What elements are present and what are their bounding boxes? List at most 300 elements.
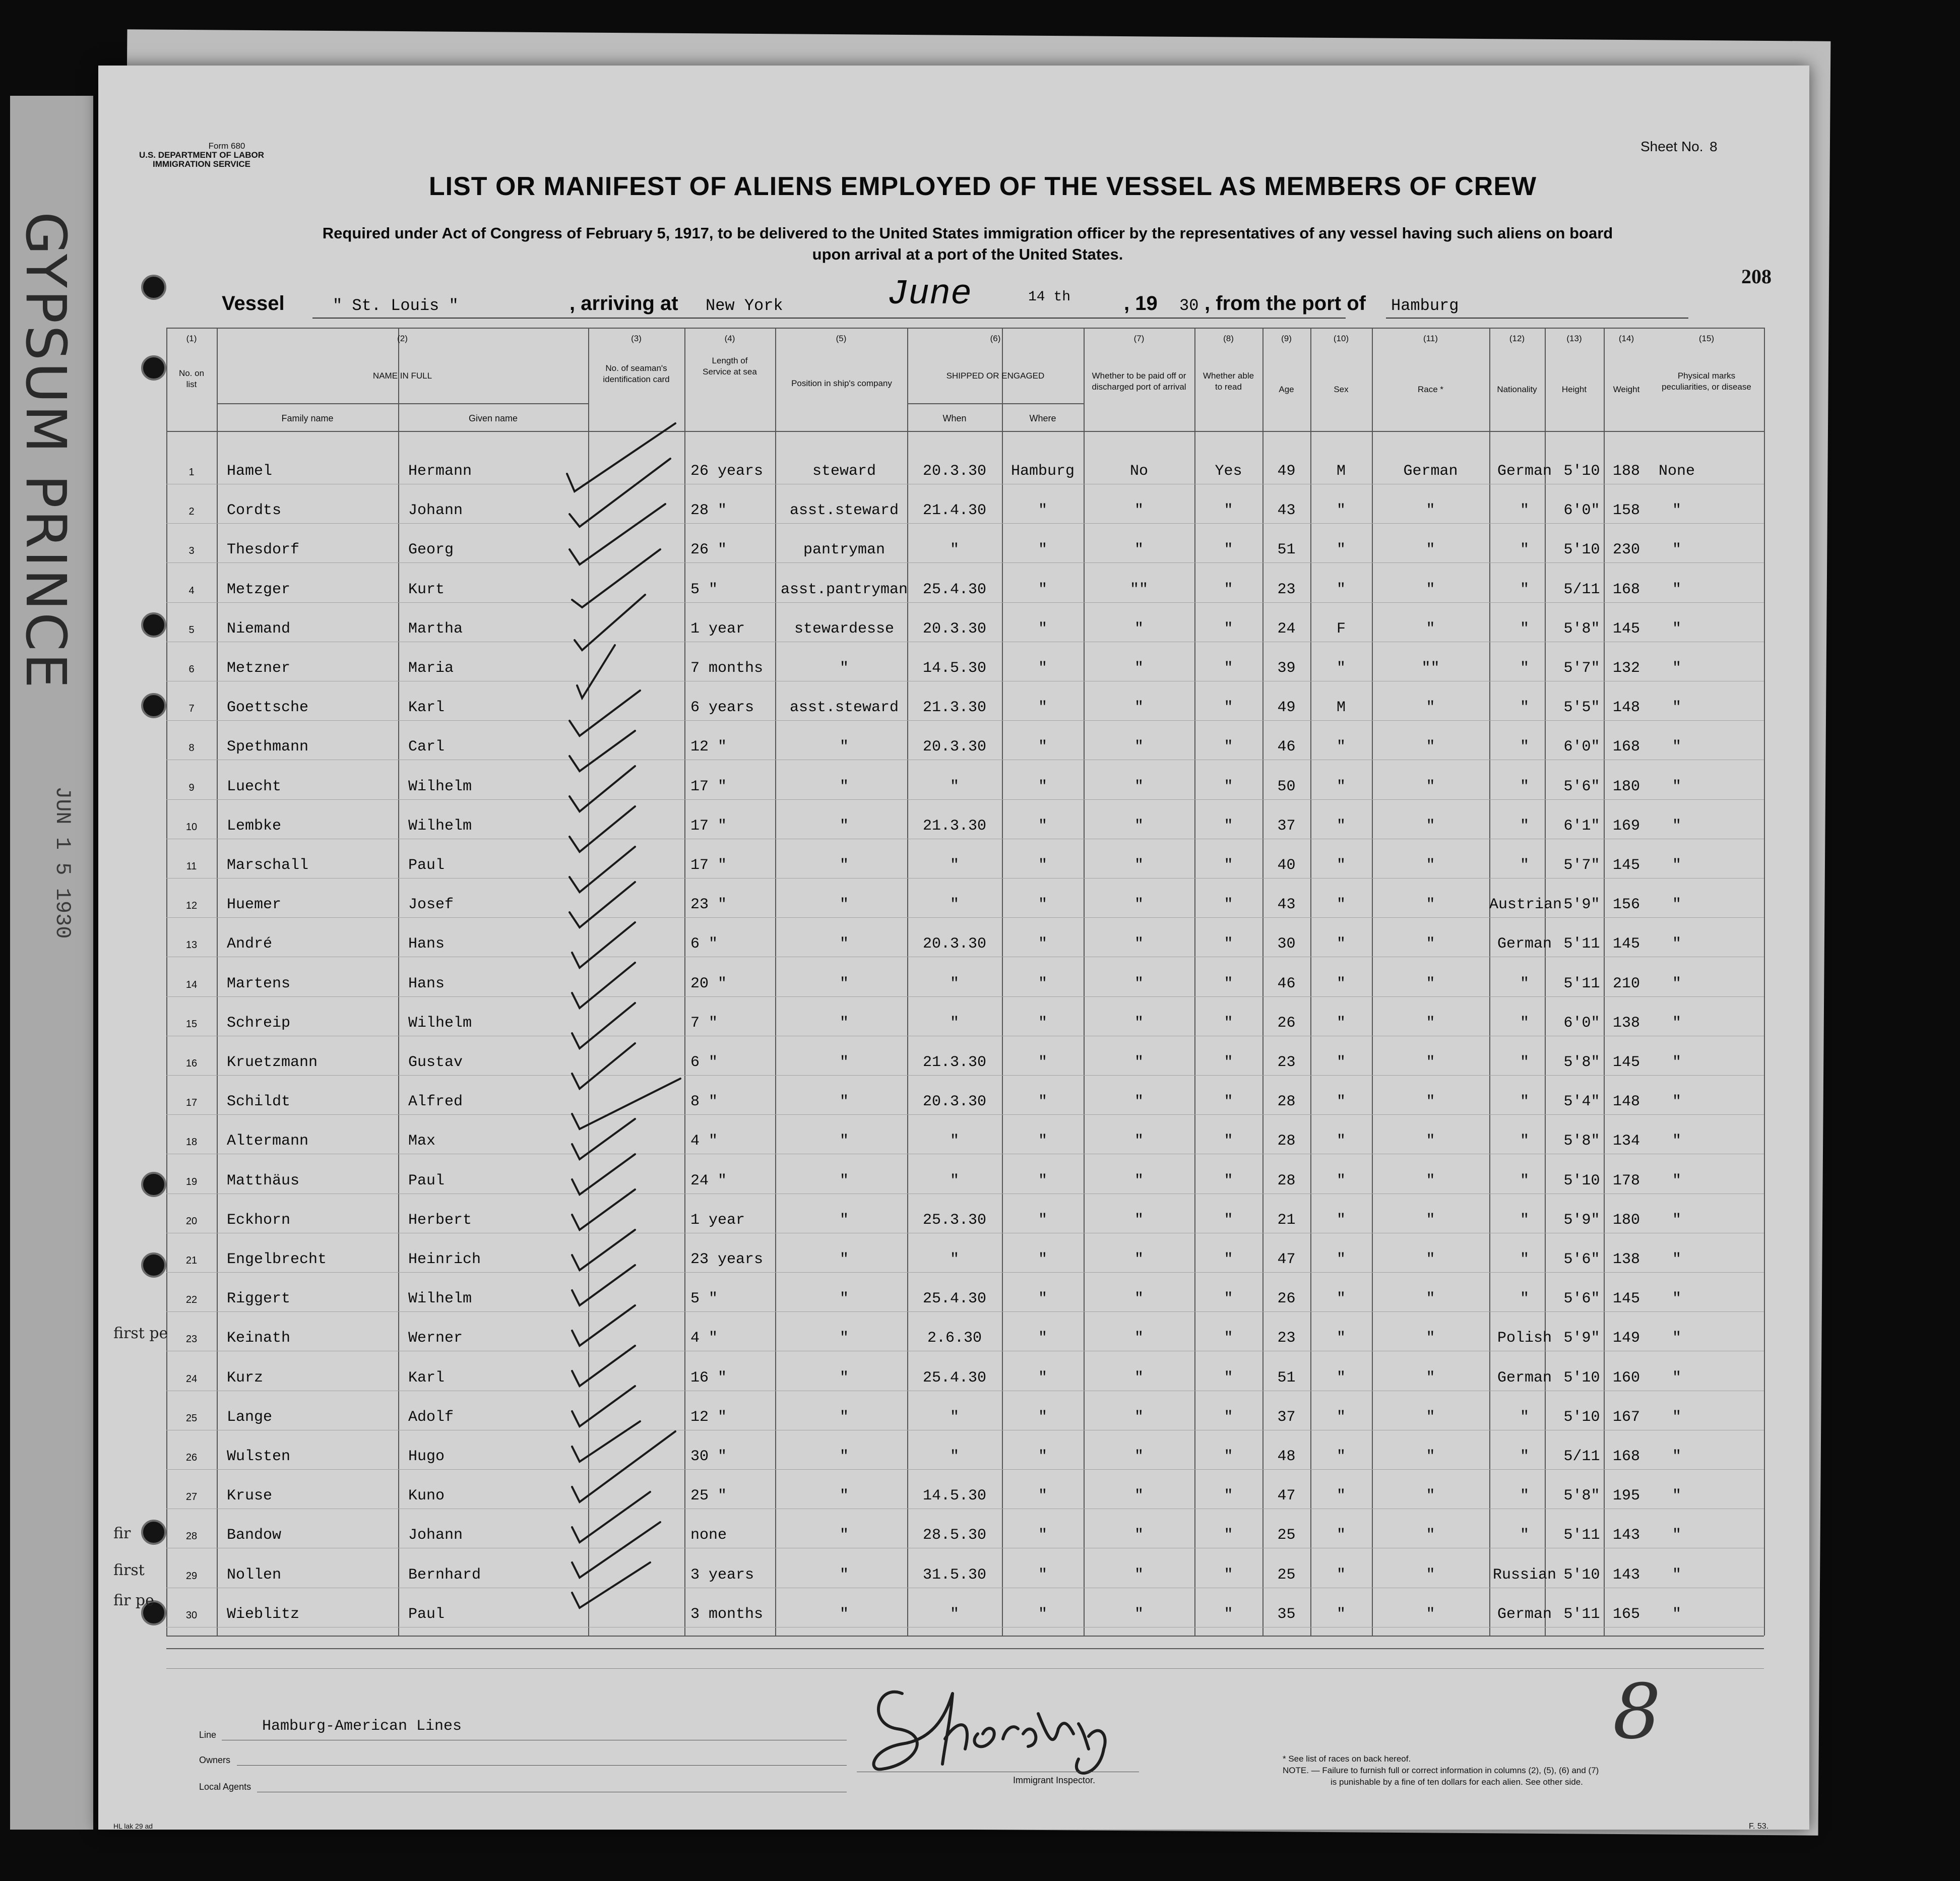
physical-marks: " [1672,1448,1681,1465]
given-name: Karl [408,699,445,716]
position: " [839,660,849,677]
table-row [166,1290,1764,1310]
page-subtitle [212,223,1724,265]
sex: " [1336,1133,1346,1150]
binder-hole-icon [141,1520,166,1545]
weight: 156 [1612,896,1640,913]
header-bottom-rule [166,431,1764,432]
height: 5'7" [1563,857,1600,874]
position: " [839,818,849,835]
table-row [166,1251,1764,1271]
position: " [839,1409,849,1426]
position: " [839,1133,849,1150]
physical-marks: " [1672,975,1681,992]
header-weight: Weight [1613,385,1640,394]
length-of-service: 3 years [690,1566,754,1584]
sheet-label: Sheet No. [1640,139,1703,154]
col-num-7: (7) [1133,334,1145,343]
race: " [1426,502,1435,519]
position: asst.steward [789,502,899,519]
row-rule [166,996,1764,997]
length-of-service: 12 " [690,738,727,756]
able-to-read: " [1224,1054,1233,1071]
nationality: German [1497,463,1552,480]
table-row [166,857,1764,877]
paid-off: " [1134,975,1144,992]
position: " [839,1290,849,1307]
race: " [1426,818,1435,835]
sex: M [1336,463,1346,480]
binder-hole-icon [141,1172,166,1197]
length-of-service: 1 year [690,620,745,638]
paid-off: " [1134,1133,1144,1150]
weight: 149 [1612,1330,1640,1347]
physical-marks: " [1672,1566,1681,1584]
able-to-read: " [1224,1290,1233,1307]
given-name: Hugo [408,1448,445,1465]
engaged-when: 20.3.30 [922,738,987,756]
engaged-where: " [1038,1330,1047,1347]
family-name: Spethmann [227,738,309,756]
row-rule [166,1075,1764,1076]
header-physical: Physical marks peculiarities, or disease [1662,371,1751,392]
height: 6'1" [1563,818,1600,835]
paid-off: " [1134,1330,1144,1347]
length-of-service: 8 " [690,1093,718,1110]
length-of-service: 6 years [690,699,754,716]
race: " [1426,1015,1435,1032]
family-name: Schreip [227,1015,291,1032]
able-to-read: " [1224,975,1233,992]
sex: " [1336,1487,1346,1504]
physical-marks: " [1672,660,1681,677]
nationality: " [1520,1054,1529,1071]
sex: " [1336,1015,1346,1032]
engaged-when: 25.3.30 [922,1212,987,1229]
sex: F [1336,620,1346,638]
row-number: 9 [188,782,195,793]
header-able-read: Whether able to read [1203,371,1254,392]
length-of-service: 28 " [690,502,727,519]
row-number: 13 [185,939,198,951]
length-of-service: 5 " [690,581,718,598]
arrival-month: June [887,275,972,315]
table-row [166,935,1764,956]
given-name: Josef [408,896,454,913]
paid-off: " [1134,896,1144,913]
row-number: 11 [186,861,197,872]
weight: 148 [1612,1093,1640,1110]
height: 5'11 [1563,1527,1600,1544]
weight: 132 [1612,660,1640,677]
position: " [839,935,849,953]
header-position: Position in ship's company [791,379,892,388]
height: 6'0" [1563,1015,1600,1032]
margin-note-23: first pe [113,1325,168,1342]
row-rule [166,1272,1764,1273]
physical-marks: " [1672,1133,1681,1150]
height: 6'0" [1563,738,1600,756]
height: 5'10 [1563,463,1600,480]
inspector-label: Immigrant Inspector. [1013,1775,1096,1785]
paid-off: " [1134,502,1144,519]
race: " [1426,581,1435,598]
race: " [1426,1330,1435,1347]
race: " [1426,1448,1435,1465]
sex: " [1336,1172,1346,1189]
engaged-when: 20.3.30 [922,463,987,480]
race: " [1426,738,1435,756]
height: 5'10 [1563,1566,1600,1584]
race: " [1426,1133,1435,1150]
engaged-where: " [1038,896,1047,913]
table-row [166,660,1764,680]
nationality: " [1520,1409,1529,1426]
physical-marks: " [1672,738,1681,756]
paid-off: " [1134,1054,1144,1071]
header-length-service: Length of Service at sea [703,356,757,377]
nationality: German [1497,1606,1552,1623]
engaged-when: 25.4.30 [922,1369,987,1387]
age: 48 [1277,1448,1296,1465]
given-name: Herbert [408,1212,472,1229]
length-of-service: none [690,1527,727,1544]
able-to-read: " [1224,1448,1233,1465]
race: " [1426,620,1435,638]
sex: " [1336,1606,1346,1623]
height: 5'8" [1563,620,1600,638]
family-name: Luecht [227,778,282,795]
paid-off: " [1134,1448,1144,1465]
row-number: 25 [185,1413,198,1424]
family-name: Engelbrecht [227,1251,327,1268]
engaged-where: " [1038,1015,1047,1032]
height: 5'6" [1563,1251,1600,1268]
length-of-service: 23 " [690,896,727,913]
physical-marks: " [1672,1093,1681,1110]
table-row [166,1093,1764,1113]
nationality: " [1520,778,1529,795]
paid-off: " [1134,1566,1144,1584]
engaged-where: " [1038,1566,1047,1584]
weight: 210 [1612,975,1640,992]
able-to-read: " [1224,1015,1233,1032]
age: 25 [1277,1566,1296,1584]
date-underline [701,318,1346,319]
row-number: 14 [185,979,198,990]
binder-hole-icon [141,355,166,381]
from-label: , from the port of [1205,292,1366,315]
physical-marks: " [1672,620,1681,638]
weight: 145 [1612,1054,1640,1071]
given-name: Paul [408,1172,445,1189]
nationality: German [1497,935,1552,953]
weight: 168 [1612,1448,1640,1465]
engaged-when: " [950,1172,959,1189]
table-row [166,1566,1764,1587]
header-name-in-full: NAME IN FULL [372,371,432,381]
table-row [166,1133,1764,1153]
paid-off: " [1134,699,1144,716]
given-name: Georg [408,541,454,558]
able-to-read: " [1224,738,1233,756]
sex: " [1336,1527,1346,1544]
paid-off: " [1134,935,1144,953]
weight: 165 [1612,1606,1640,1623]
position: " [839,1527,849,1544]
weight: 145 [1612,935,1640,953]
table-row [166,738,1764,759]
family-name: Kruse [227,1487,273,1504]
sex: M [1336,699,1346,716]
engaged-when: 21.3.30 [922,1054,987,1071]
sex: " [1336,818,1346,835]
col-num-9: (9) [1281,334,1292,343]
engaged-where: " [1038,778,1047,795]
paid-off: " [1134,660,1144,677]
age: 21 [1277,1212,1296,1229]
paid-off: " [1134,1290,1144,1307]
height: 5'4" [1563,1093,1600,1110]
nationality: " [1520,975,1529,992]
family-name: Marschall [227,857,309,874]
age: 46 [1277,975,1296,992]
age: 26 [1277,1290,1296,1307]
family-name: André [227,935,273,953]
position: " [839,738,849,756]
position: asst.steward [789,699,899,716]
engaged-where: " [1038,581,1047,598]
height: 5'10 [1563,1172,1600,1189]
table-row [166,975,1764,995]
row-number: 17 [185,1097,198,1108]
race: "" [1421,660,1440,677]
height: 5'8" [1563,1487,1600,1504]
nationality: " [1520,581,1529,598]
family-name: Kurz [227,1369,264,1387]
table-row [166,1369,1764,1390]
family-name: Matthäus [227,1172,300,1189]
subtitle-line-1: Required under Act of Congress of February 5, 1917, to be delivered to the United States immigration officer by the representatives of any vessel having such aliens on board [322,224,1613,242]
sex: " [1336,1251,1346,1268]
col-num-10: (10) [1333,334,1349,343]
table-bottom-rule [166,1636,1764,1637]
col-num-8: (8) [1223,334,1234,343]
binder-hole-icon [141,1252,166,1278]
row-number: 19 [185,1176,198,1187]
position: " [839,896,849,913]
engaged-where: " [1038,857,1047,874]
given-name: Hans [408,975,445,992]
given-name: Maria [408,660,454,677]
able-to-read: " [1224,1487,1233,1504]
age: 49 [1277,463,1296,480]
height: 6'0" [1563,502,1600,519]
header-nationality: Nationality [1497,385,1537,394]
height: 5'11 [1563,975,1600,992]
table-row [166,620,1764,641]
length-of-service: 20 " [690,975,727,992]
physical-marks: " [1672,1527,1681,1544]
engaged-where: " [1038,935,1047,953]
given-name: Wilhelm [408,1015,472,1032]
length-of-service: 3 months [690,1606,764,1623]
engaged-where: " [1038,1054,1047,1071]
nationality: " [1520,660,1529,677]
sex: " [1336,1369,1346,1387]
nationality: " [1520,1487,1529,1504]
given-name: Hermann [408,463,472,480]
form-code: F. 53. [1749,1822,1769,1831]
race: " [1426,935,1435,953]
note-penalty-2: is punishable by a fine of ten dollars for each alien. See other side. [1331,1777,1583,1787]
race: " [1426,1290,1435,1307]
length-of-service: 17 " [690,818,727,835]
table-row [166,1606,1764,1626]
printer-code: HL lak 29 ad [113,1822,153,1830]
date-stamp: JUN 1 5 1930 [50,786,75,939]
family-name: Wulsten [227,1448,291,1465]
engaged-when: " [950,896,959,913]
height: 5'11 [1563,935,1600,953]
row-rule [166,799,1764,800]
family-name: Schildt [227,1093,291,1110]
nationality: " [1520,1015,1529,1032]
age: 47 [1277,1487,1296,1504]
race: " [1426,1251,1435,1268]
margin-note-30: fir pe [113,1592,154,1609]
header-race: Race * [1417,385,1444,394]
sex: " [1336,778,1346,795]
length-of-service: 26 years [690,463,764,480]
family-name: Hamel [227,463,273,480]
table-row [166,1015,1764,1035]
weight: 145 [1612,857,1640,874]
row-number: 29 [185,1571,198,1582]
able-to-read: " [1224,581,1233,598]
sex: " [1336,1290,1346,1307]
paid-off: " [1134,818,1144,835]
physical-marks: " [1672,1172,1681,1189]
race: " [1426,1172,1435,1189]
weight: 160 [1612,1369,1640,1387]
paid-off: " [1134,1606,1144,1623]
able-to-read: " [1224,818,1233,835]
row-number: 2 [188,506,195,517]
stub-ship-name: GYPSUM PRINCE [14,212,78,691]
age: 49 [1277,699,1296,716]
age: 35 [1277,1606,1296,1623]
given-name: Werner [408,1330,463,1347]
family-name: Wieblitz [227,1606,300,1623]
sex: " [1336,1330,1346,1347]
position: " [839,1212,849,1229]
position: " [839,1251,849,1268]
able-to-read: " [1224,935,1233,953]
form-number: Form 680 [208,141,245,151]
row-number: 22 [185,1294,198,1305]
physical-marks: " [1672,581,1681,598]
weight: 168 [1612,738,1640,756]
able-to-read: " [1224,1409,1233,1426]
able-to-read: " [1224,620,1233,638]
engaged-when: 21.4.30 [922,502,987,519]
row-number: 24 [185,1373,198,1385]
position: pantryman [803,541,886,558]
col-num-11: (11) [1423,334,1438,343]
physical-marks: " [1672,778,1681,795]
arrival-day: 14 th [1028,289,1071,305]
given-name: Wilhelm [408,778,472,795]
row-number: 23 [185,1334,198,1345]
height: 5'5" [1563,699,1600,716]
race: " [1426,1212,1435,1229]
given-name: Kurt [408,581,445,598]
weight: 138 [1612,1015,1640,1032]
age: 47 [1277,1251,1296,1268]
port-underline [1386,318,1688,319]
able-to-read: " [1224,1369,1233,1387]
page-title: LIST OR MANIFEST OF ALIENS EMPLOYED OF THE VESSEL AS MEMBERS OF CREW [428,172,1537,201]
engaged-when: 28.5.30 [922,1527,987,1544]
engaged-when: 2.6.30 [927,1330,982,1347]
header-id-card: No. of seaman's identification card [603,363,670,384]
able-to-read: " [1224,1133,1233,1150]
table-row [166,463,1764,483]
family-name: Nollen [227,1566,282,1584]
physical-marks: " [1672,541,1681,558]
binder-hole-icon [141,693,166,718]
age: 37 [1277,1409,1296,1426]
paid-off: " [1134,541,1144,558]
weight: 143 [1612,1527,1640,1544]
able-to-read: " [1224,699,1233,716]
given-name: Martha [408,620,463,638]
row-number: 21 [185,1255,198,1266]
race: " [1426,1527,1435,1544]
physical-marks: " [1672,1606,1681,1623]
row-number: 4 [188,585,195,596]
length-of-service: 24 " [690,1172,727,1189]
age: 28 [1277,1093,1296,1110]
family-name: Huemer [227,896,282,913]
physical-marks: " [1672,1487,1681,1504]
able-to-read: " [1224,660,1233,677]
weight: 180 [1612,778,1640,795]
height: 5'9" [1563,1330,1600,1347]
family-name: Lange [227,1409,273,1426]
year-label: , 19 [1124,292,1158,315]
race: " [1426,1566,1435,1584]
table-row [166,581,1764,601]
owners-underline [237,1765,847,1766]
engaged-where: Hamburg [1010,463,1075,480]
note-penalty-1: NOTE. — Failure to furnish full or correct information in columns (2), (5), (6) and (7) [1283,1766,1599,1775]
position: " [839,1487,849,1504]
binder-hole-icon [141,275,166,300]
race: " [1426,541,1435,558]
header-no-on-list: No. on list [178,368,205,389]
position: " [839,1093,849,1110]
handwritten-eight: 8 [1613,1668,1661,1756]
name-subheader-rule [217,403,588,404]
table-row [166,1172,1764,1193]
length-of-service: 4 " [690,1330,718,1347]
engaged-where: " [1038,1448,1047,1465]
engaged-where: " [1038,818,1047,835]
vessel-line [222,275,1693,323]
engaged-when: 20.3.30 [922,935,987,953]
